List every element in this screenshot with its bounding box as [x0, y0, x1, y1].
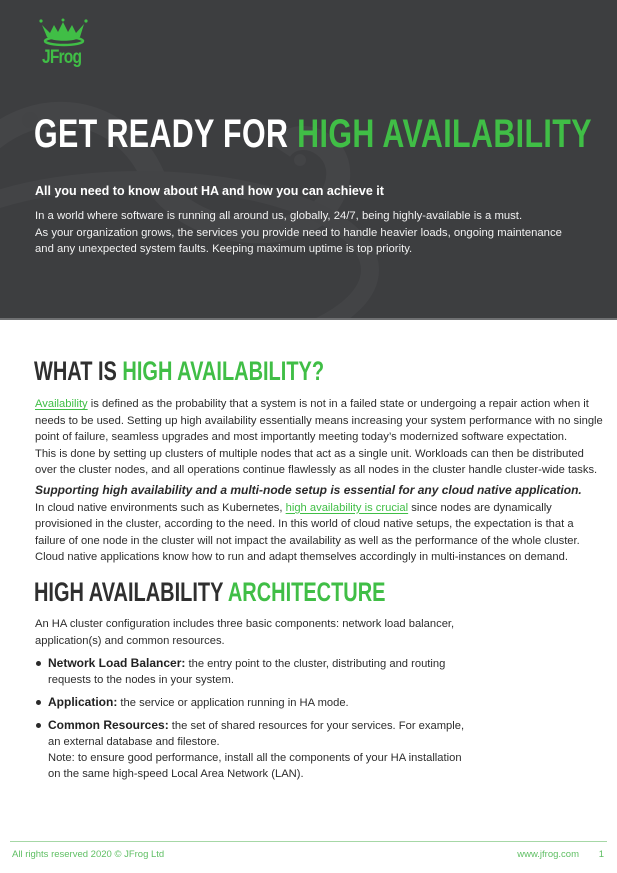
footer-copyright: All rights reserved 2020 © JFrog Ltd [12, 849, 165, 860]
jfrog-logo-text: JFrog [42, 47, 82, 68]
section1-paragraph-1 [35, 396, 605, 479]
hero-title [34, 111, 592, 157]
paragraph-text: This is done by setting up clusters of multiple nodes that act as a single unit. Workloads can then be distributed over the cluster nodes, and all operations continue flawlessly as all nodes in the cluster handle cluster-wide tasks. [35, 447, 598, 476]
hero-intro-line: As your organization grows, the services you provide need to handle heavier loads, ongoing maintenance [35, 226, 562, 239]
section-title-what-is-ha [34, 355, 324, 387]
section-title-dark: HIGH AVAILABILITY [34, 577, 228, 607]
hero-intro-line: In a world where software is running all around us, globally, 24/7, being highly-available is a must. [35, 210, 523, 222]
list-item-term: Application: [48, 695, 118, 709]
section1-paragraph-2 [35, 482, 605, 566]
availability-link[interactable]: Availability [35, 398, 88, 410]
high-availability-crucial-link[interactable]: high availability is crucial [285, 501, 409, 514]
section-title-architecture [34, 576, 386, 608]
paragraph-text: is defined as the probability that a system is not in a failed state or undergoing a repair action when it needs to be used. Setting up high availability essentially means increasing your system performance with no single point of failure, seamless upgrades and most importantly meeting today’s modernized software expectation. [35, 398, 603, 443]
list-item-term: Network Load Balancer: [48, 656, 186, 670]
paragraph-text: since nodes are dynamically provisioned in the cluster, according to the need. In this world of cloud native setups, the expectation is that a failure of one node in the cluster will not impact the availability as well as the performance of the whole cluster. Cloud native applications know how to run and adapt themselves accordingly in multi-instances on demand. [35, 501, 580, 563]
hero-intro-line: and any unexpected system faults. Keeping maximum uptime is top priority. [35, 243, 413, 255]
lead-statement: Supporting high availability and a multi-node setup is essential for any cloud native application. [35, 483, 582, 497]
bullet-icon [36, 661, 41, 666]
section-title-dark: WHAT IS [34, 356, 123, 386]
section-title-green: ARCHITECTURE [227, 577, 386, 607]
hero-intro [35, 208, 595, 258]
hero-subtitle: All you need to know about HA and how you can achieve it [35, 184, 384, 198]
page-number: 1 [598, 849, 604, 860]
section-title-green: HIGH AVAILABILITY? [122, 356, 325, 386]
bullet-icon [36, 723, 41, 728]
footer-website-link[interactable]: www.jfrog.com [517, 849, 579, 860]
component-list [35, 655, 475, 788]
list-item-text: the set of shared resources for your services. For example, an external database and filestore. [48, 720, 465, 748]
list-item-text: the service or application running in HA mode. [117, 697, 349, 709]
list-item-note: Note: to ensure good performance, install all the components of your HA installation on the same high-speed Local Area Network (LAN). [48, 752, 462, 780]
list-item [35, 655, 475, 688]
list-item-text: the entry point to the cluster, distributing and routing requests to the nodes in your system. [48, 658, 446, 686]
paragraph-text: In cloud native environments such as Kubernetes, [35, 501, 286, 514]
bullet-icon [36, 700, 41, 705]
list-item [35, 694, 475, 711]
section2-intro [35, 616, 475, 649]
footer-divider [10, 841, 607, 842]
list-item-term: Common Resources: [48, 718, 169, 732]
list-item [35, 717, 475, 782]
hero-title-white: GET READY FOR [34, 112, 298, 156]
hero-banner [0, 0, 617, 320]
hero-title-green: HIGH AVAILABILITY [297, 112, 592, 156]
paragraph-text: An HA cluster configuration includes three basic components: network load balancer, application(s) and common resources. [35, 618, 455, 647]
background-swirl-decoration [0, 0, 617, 318]
